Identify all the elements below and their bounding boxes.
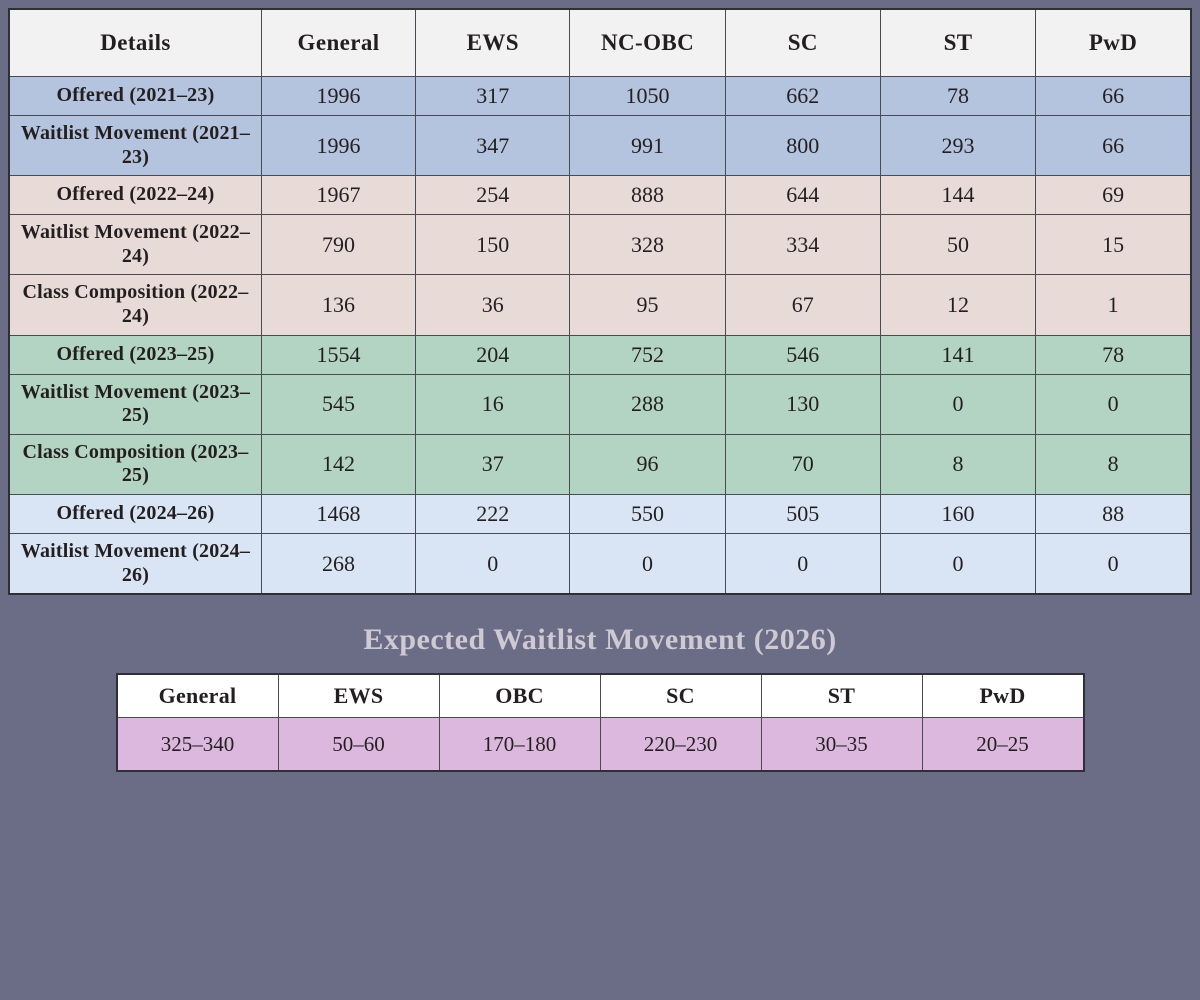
row-label: Offered (2021–23) — [9, 77, 261, 116]
row-label: Waitlist Movement (2021–23) — [9, 116, 261, 176]
row-label: Waitlist Movement (2022–24) — [9, 215, 261, 275]
cell-sc: 334 — [725, 215, 880, 275]
cell-ews: 204 — [416, 335, 570, 374]
cell-general: 1554 — [261, 335, 415, 374]
expected-table-wrapper — [8, 673, 1192, 772]
row-label: Class Composition (2023–25) — [9, 434, 261, 494]
cell-nc-obc: 991 — [570, 116, 725, 176]
cell-pwd: 69 — [1036, 176, 1191, 215]
cell-general: 545 — [261, 374, 415, 434]
cell-pwd: 1 — [1036, 275, 1191, 335]
cell-general: 136 — [261, 275, 415, 335]
expected-cell-general: 325–340 — [117, 718, 279, 772]
cell-ews: 0 — [416, 533, 570, 594]
cell-sc: 0 — [725, 533, 880, 594]
expected-table-body — [117, 718, 1084, 772]
expected-cell-sc: 220–230 — [600, 718, 761, 772]
table-row — [9, 116, 1191, 176]
cell-st: 8 — [880, 434, 1035, 494]
cell-pwd: 88 — [1036, 494, 1191, 533]
expected-cell-st: 30–35 — [761, 718, 922, 772]
cell-st: 141 — [880, 335, 1035, 374]
cell-ews: 16 — [416, 374, 570, 434]
cell-nc-obc: 888 — [570, 176, 725, 215]
table-row — [9, 176, 1191, 215]
column-header-pwd: PwD — [1036, 9, 1191, 77]
cell-general: 268 — [261, 533, 415, 594]
table-row — [9, 215, 1191, 275]
table-row — [9, 275, 1191, 335]
column-header-ews: EWS — [416, 9, 570, 77]
cell-ews: 37 — [416, 434, 570, 494]
cell-sc: 662 — [725, 77, 880, 116]
cell-pwd: 8 — [1036, 434, 1191, 494]
expected-column-header-st: ST — [761, 674, 922, 718]
cell-pwd: 15 — [1036, 215, 1191, 275]
expected-cell-obc: 170–180 — [439, 718, 600, 772]
column-header-st: ST — [880, 9, 1035, 77]
cell-general: 1996 — [261, 77, 415, 116]
cell-general: 1967 — [261, 176, 415, 215]
table-row — [9, 434, 1191, 494]
table-row — [9, 335, 1191, 374]
table-row — [9, 533, 1191, 594]
cell-st: 0 — [880, 533, 1035, 594]
expected-column-header-ews: EWS — [278, 674, 439, 718]
expected-column-header-obc: OBC — [439, 674, 600, 718]
table-body — [9, 77, 1191, 595]
cell-sc: 546 — [725, 335, 880, 374]
cell-ews: 36 — [416, 275, 570, 335]
cell-nc-obc: 328 — [570, 215, 725, 275]
cell-ews: 254 — [416, 176, 570, 215]
expected-waitlist-title: Expected Waitlist Movement (2026) — [363, 623, 837, 657]
row-label: Waitlist Movement (2024–26) — [9, 533, 261, 594]
cell-sc: 505 — [725, 494, 880, 533]
cell-st: 0 — [880, 374, 1035, 434]
column-header-general: General — [261, 9, 415, 77]
cell-general: 1468 — [261, 494, 415, 533]
expected-waitlist-table — [116, 673, 1085, 772]
row-label: Class Composition (2022–24) — [9, 275, 261, 335]
column-header-details: Details — [9, 9, 261, 77]
cell-sc: 130 — [725, 374, 880, 434]
cell-nc-obc: 95 — [570, 275, 725, 335]
cell-pwd: 78 — [1036, 335, 1191, 374]
row-label: Offered (2024–26) — [9, 494, 261, 533]
cell-ews: 150 — [416, 215, 570, 275]
cell-ews: 317 — [416, 77, 570, 116]
column-header-nc-obc: NC-OBC — [570, 9, 725, 77]
cell-st: 50 — [880, 215, 1035, 275]
column-header-sc: SC — [725, 9, 880, 77]
cell-general: 790 — [261, 215, 415, 275]
table-row — [9, 494, 1191, 533]
expected-value-row — [117, 718, 1084, 772]
row-label: Offered (2022–24) — [9, 176, 261, 215]
cell-sc: 800 — [725, 116, 880, 176]
cell-pwd: 0 — [1036, 374, 1191, 434]
cell-general: 142 — [261, 434, 415, 494]
table-header — [9, 9, 1191, 77]
cell-nc-obc: 752 — [570, 335, 725, 374]
row-label: Offered (2023–25) — [9, 335, 261, 374]
expected-table-header — [117, 674, 1084, 718]
table-row — [9, 374, 1191, 434]
row-label: Waitlist Movement (2023–25) — [9, 374, 261, 434]
cell-st: 78 — [880, 77, 1035, 116]
cell-sc: 67 — [725, 275, 880, 335]
expected-column-header-sc: SC — [600, 674, 761, 718]
cell-st: 293 — [880, 116, 1035, 176]
cell-general: 1996 — [261, 116, 415, 176]
cell-ews: 222 — [416, 494, 570, 533]
admissions-table — [8, 8, 1192, 595]
table-row — [9, 77, 1191, 116]
cell-st: 144 — [880, 176, 1035, 215]
cell-sc: 644 — [725, 176, 880, 215]
expected-column-header-general: General — [117, 674, 279, 718]
cell-nc-obc: 550 — [570, 494, 725, 533]
cell-nc-obc: 288 — [570, 374, 725, 434]
cell-nc-obc: 0 — [570, 533, 725, 594]
cell-nc-obc: 96 — [570, 434, 725, 494]
expected-column-header-pwd: PwD — [922, 674, 1084, 718]
cell-pwd: 66 — [1036, 116, 1191, 176]
cell-st: 160 — [880, 494, 1035, 533]
cell-nc-obc: 1050 — [570, 77, 725, 116]
cell-pwd: 66 — [1036, 77, 1191, 116]
expected-header-row — [117, 674, 1084, 718]
expected-cell-ews: 50–60 — [278, 718, 439, 772]
cell-st: 12 — [880, 275, 1035, 335]
header-row — [9, 9, 1191, 77]
expected-cell-pwd: 20–25 — [922, 718, 1084, 772]
cell-ews: 347 — [416, 116, 570, 176]
cell-sc: 70 — [725, 434, 880, 494]
cell-pwd: 0 — [1036, 533, 1191, 594]
